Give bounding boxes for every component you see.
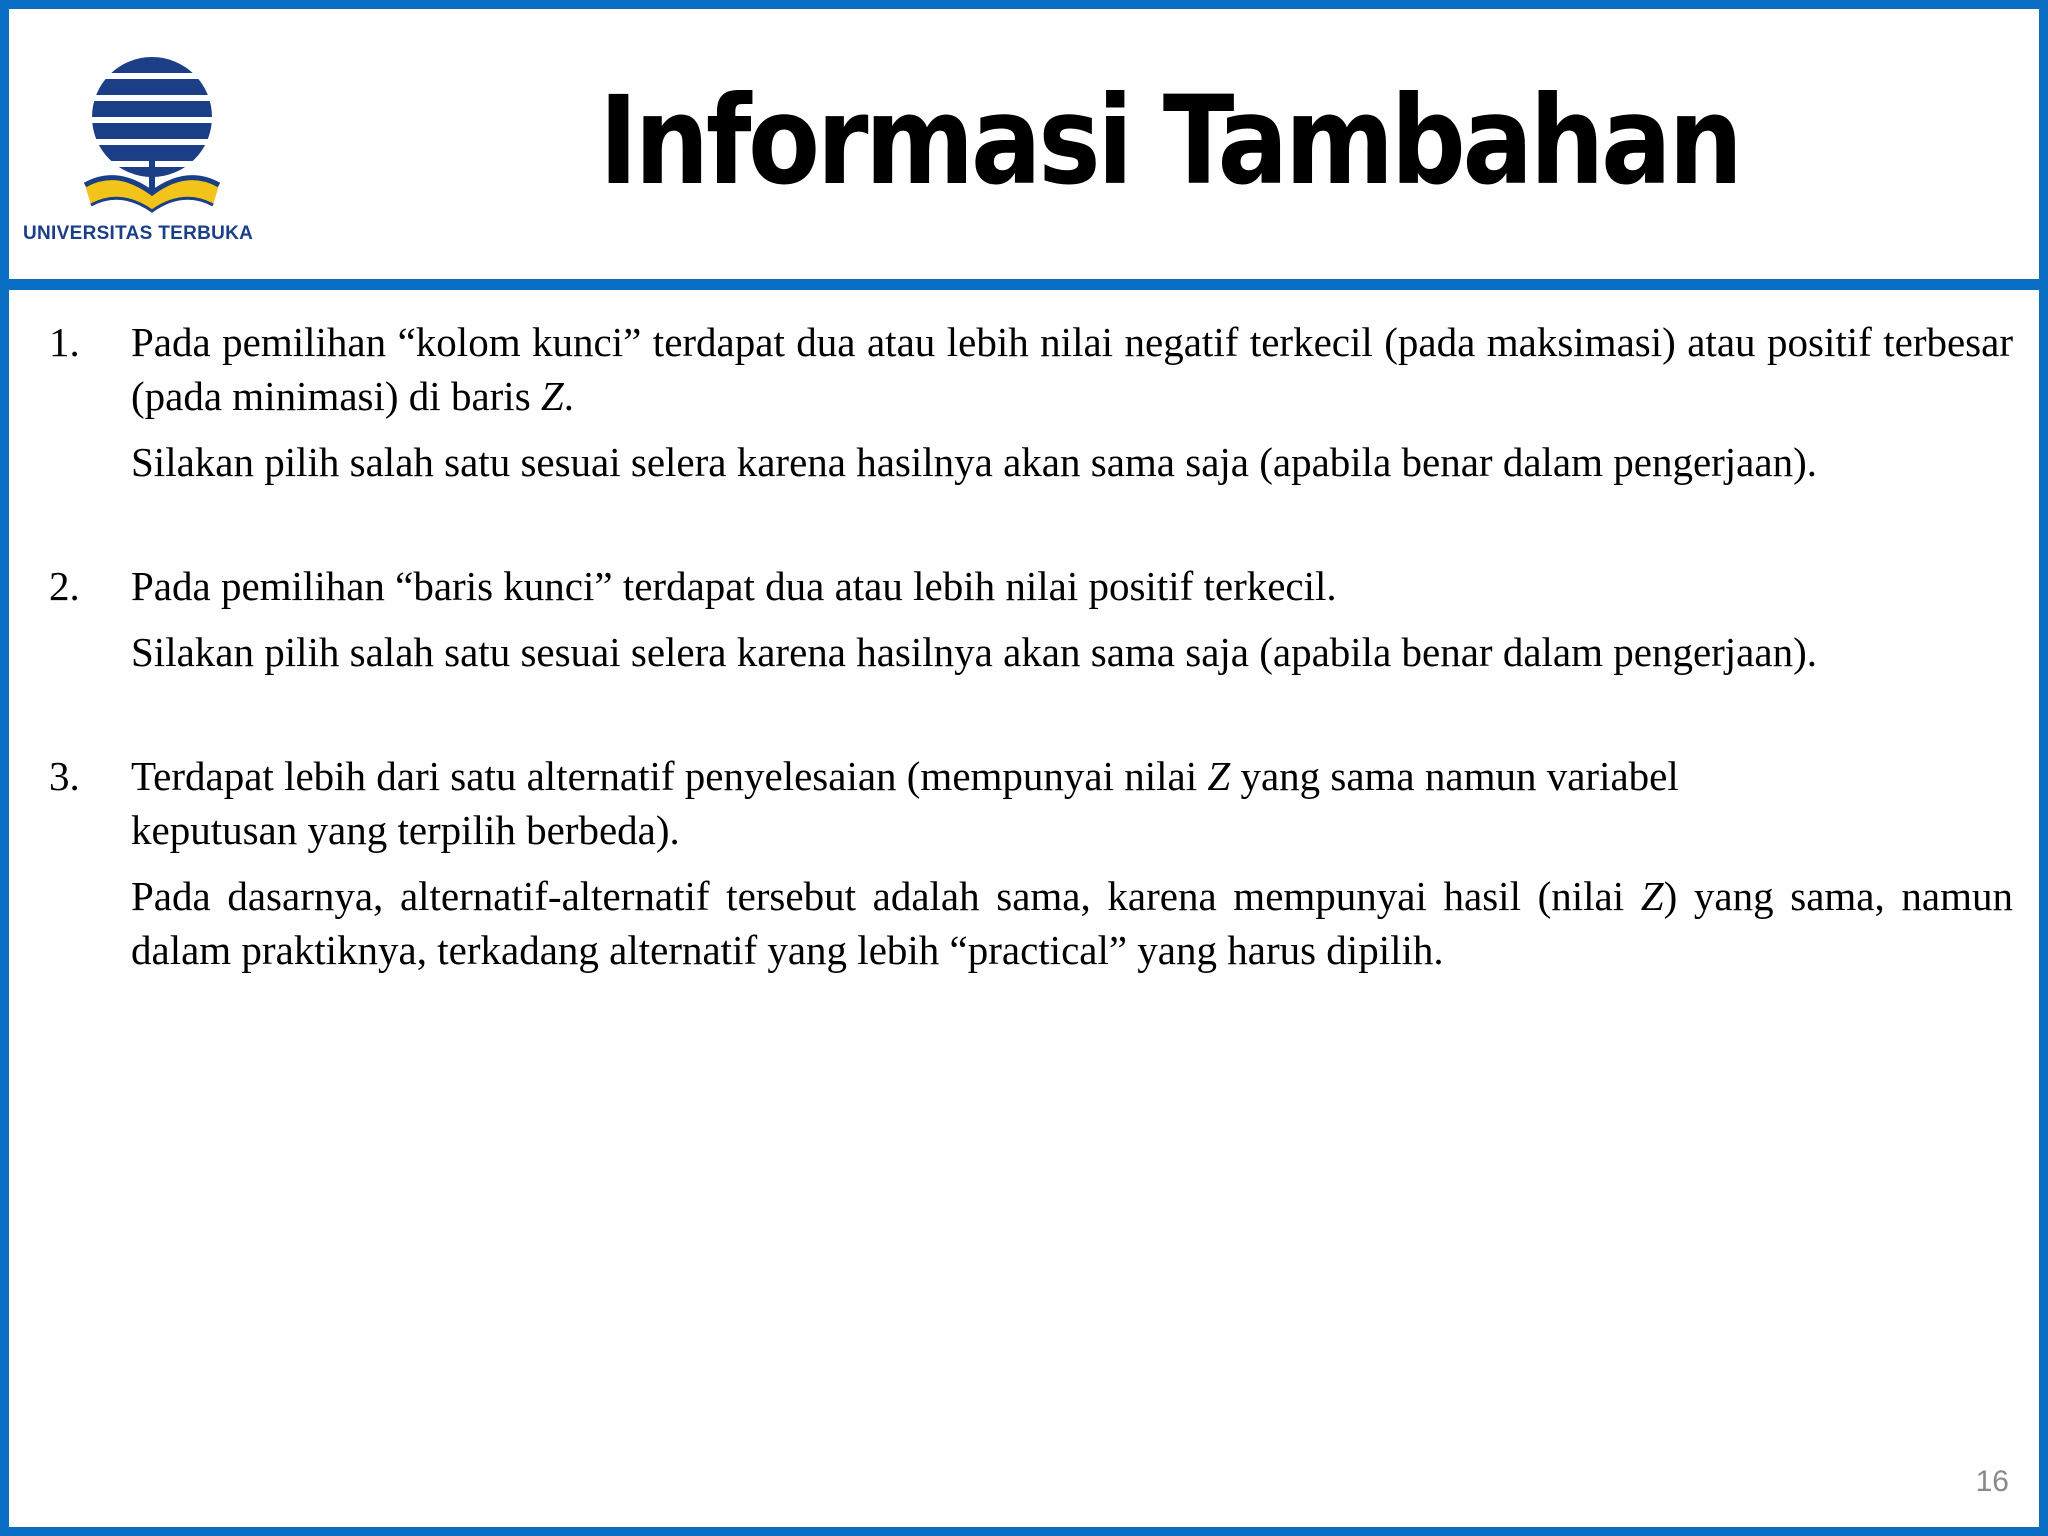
z-variable: Z <box>1207 753 1231 799</box>
header-divider <box>9 279 2039 290</box>
item-paragraph: Silakan pilih salah satu sesuai selera karena hasilnya akan sama saja (apabila benar dalam pengerjaan). <box>131 629 1817 675</box>
slide-title: Informasi Tambahan <box>599 70 1740 212</box>
slide-header <box>9 9 2039 279</box>
list-item-2 <box>49 559 2013 679</box>
item-number: 1. <box>49 319 80 365</box>
item-paragraph: Pada dasarnya, alternatif-alternatif tersebut adalah sama, karena mempunyai hasil (nilai Z) yang sama, namun dalam praktiknya, terkadang alternatif yang lebih “practical” yang harus dipilih. <box>131 873 2013 973</box>
list-item-1 <box>49 315 2013 489</box>
z-variable: Z <box>1640 873 1664 919</box>
university-logo <box>23 55 283 255</box>
z-variable: Z <box>540 373 564 419</box>
item-paragraph: Silakan pilih salah satu sesuai selera karena hasilnya akan sama saja (apabila benar dalam pengerjaan). <box>131 439 1817 485</box>
item-number: 3. <box>49 753 80 799</box>
logo-text: UNIVERSITAS TERBUKA <box>23 223 254 244</box>
globe-book-icon <box>77 55 227 215</box>
numbered-list <box>49 315 2013 1047</box>
item-paragraph: Pada pemilihan “kolom kunci” terdapat dua atau lebih nilai negatif terkecil (pada maksimasi) atau positif terbesar (pada minimasi) di baris Z. <box>131 319 2013 419</box>
item-paragraph: Pada pemilihan “baris kunci” terdapat dua atau lebih nilai positif terkecil. <box>131 563 1337 609</box>
page-number: 16 <box>1975 1465 2009 1498</box>
item-paragraph: Terdapat lebih dari satu alternatif penyelesaian (mempunyai nilai Z yang sama namun variabel keputusan yang terpilih berbeda). <box>131 753 1679 853</box>
list-item-3 <box>49 749 2013 977</box>
item-number: 2. <box>49 563 80 609</box>
